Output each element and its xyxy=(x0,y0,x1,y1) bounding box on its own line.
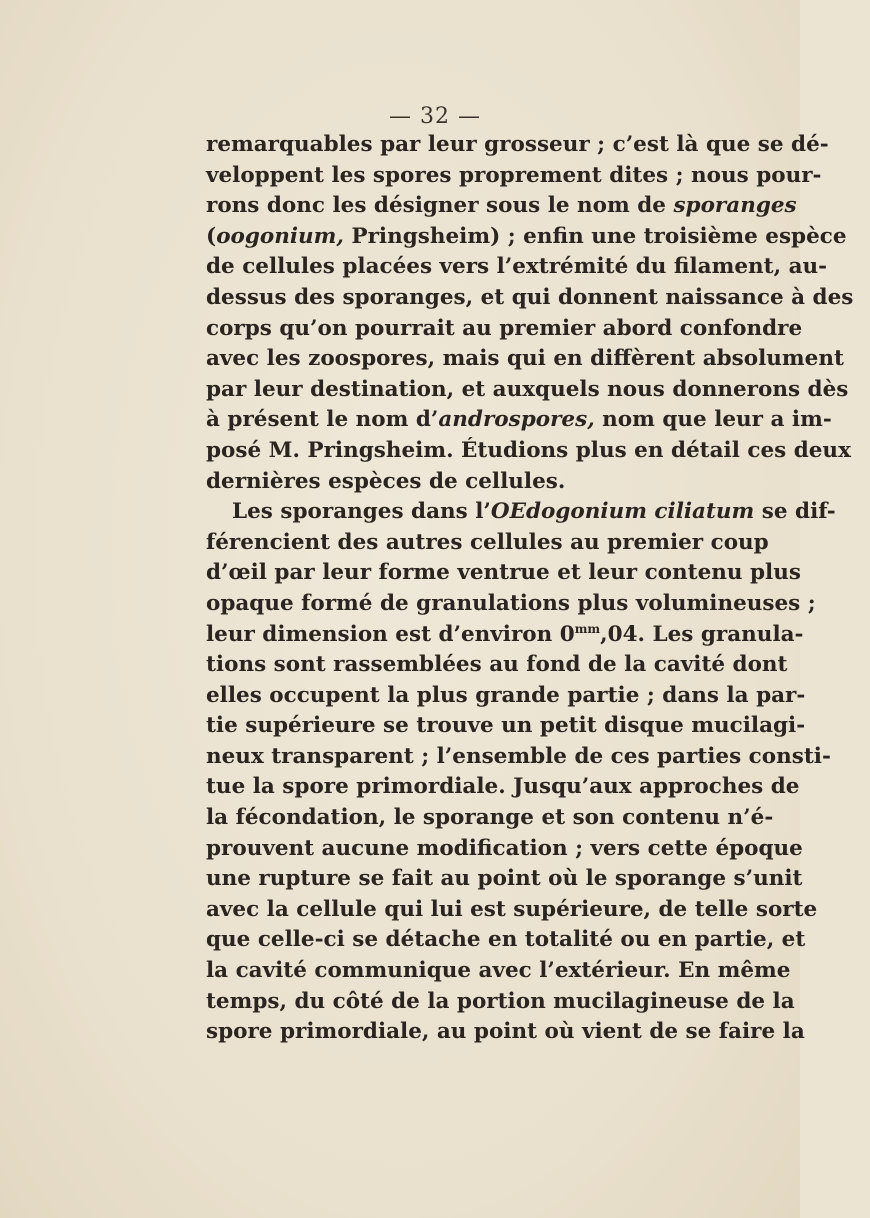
page-number: — 32 — xyxy=(389,104,481,129)
text-line: Les sporanges dans l’OEdogonium ciliatum se dif- xyxy=(232,499,836,525)
text-line: la fécondation, le sporange et son contenu n’é- xyxy=(206,805,774,831)
text-line: férencient des autres cellules au premier coup xyxy=(206,529,769,555)
text-line: corps qu’on pourrait au premier abord confondre xyxy=(206,315,803,341)
text-line: tie supérieure se trouve un petit disque mucilagi- xyxy=(206,713,806,739)
text-line: prouvent aucune modification ; vers cette époque xyxy=(206,835,803,861)
text-line: à présent le nom d’androspores, nom que leur a im- xyxy=(206,407,832,433)
text-line: de cellules placées vers l’extrémité du filament, au- xyxy=(206,254,828,280)
text-line: rons donc les désigner sous le nom de sporanges xyxy=(206,193,797,219)
text-line: d’œil par leur forme ventrue et leur contenu plus xyxy=(206,560,801,586)
text-line: une rupture se fait au point où le sporange s’unit xyxy=(206,866,803,892)
text-line: spore primordiale, au point où vient de se faire la xyxy=(206,1019,805,1045)
text-line: opaque formé de granulations plus volumineuses ; xyxy=(206,590,816,616)
text-line: neux transparent ; l’ensemble de ces parties consti- xyxy=(206,743,831,769)
text-line: avec les zoospores, mais qui en diffèrent absolument xyxy=(206,346,844,372)
text-line: veloppent les spores proprement dites ; nous pour- xyxy=(206,162,822,188)
text-line: remarquables par leur grosseur ; c’est là que se dé- xyxy=(206,132,829,157)
text-line: (oogonium, Pringsheim) ; enfin une troisième espèce xyxy=(206,223,847,249)
text-line: par leur destination, et auxquels nous donnerons dès xyxy=(206,376,849,402)
text-line: la cavité communique avec l’extérieur. En même xyxy=(206,958,791,984)
text-line: temps, du côté de la portion mucilagineuse de la xyxy=(206,988,795,1014)
text-line: posé M. Pringsheim. Étudions plus en détail ces deux xyxy=(206,437,851,463)
text-line: leur dimension est d’environ $0^{mm},04$. Les granula- xyxy=(206,621,804,647)
text-line: que celle-ci se détache en totalité ou en partie, et xyxy=(206,927,806,953)
text-line: tue la spore primordiale. Jusqu’aux approches de xyxy=(206,774,800,800)
text-line: elles occupent la plus grande partie ; dans la par- xyxy=(206,682,806,708)
text-line: dessus des sporanges, et qui donnent naissance à des xyxy=(206,284,854,310)
text-line: tions sont rassemblées au fond de la cavité dont xyxy=(206,652,788,678)
text-line: dernières espèces de cellules. xyxy=(206,468,566,494)
text-line: avec la cellule qui lui est supérieure, de telle sorte xyxy=(206,896,818,922)
body-text xyxy=(206,130,854,1048)
